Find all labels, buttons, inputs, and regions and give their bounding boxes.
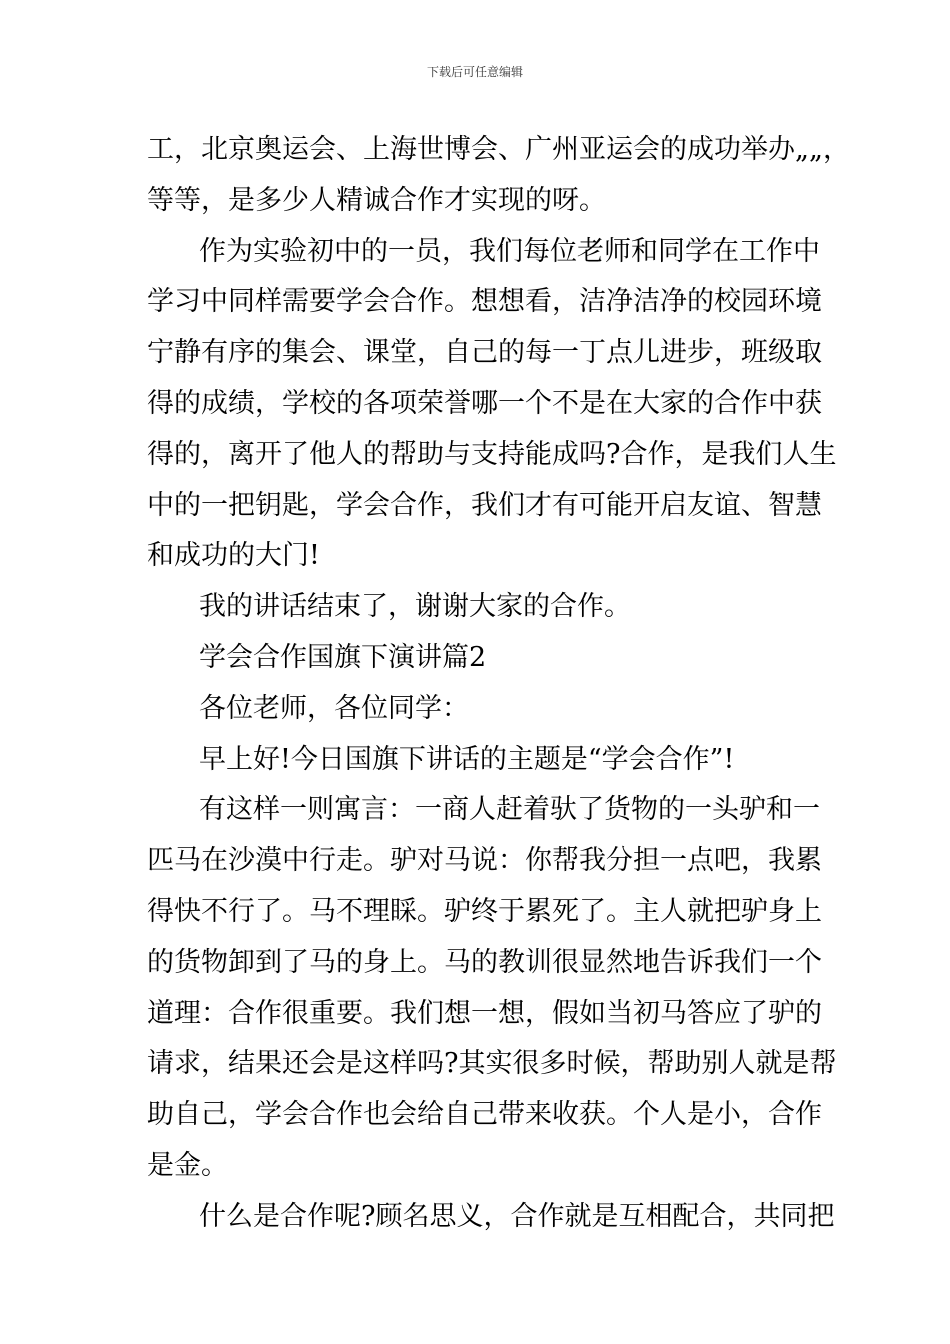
text-line: 中的一把钥匙，学会合作，我们才有可能开启友谊、智慧 [147, 489, 822, 521]
document-body [147, 129, 850, 1247]
text-line: 学习中同样需要学会合作。想想看，洁净洁净的校园环境 [147, 286, 822, 318]
text-line: 得快不行了。马不理睬。驴终于累死了。主人就把驴身上 [147, 895, 822, 927]
text-line: 道理：合作很重要。我们想一想，假如当初马答应了驴的 [147, 997, 822, 1029]
paragraph-start-line: 有这样一则寓言：一商人赶着驮了货物的一头驴和一 [199, 794, 820, 826]
section-title: 学会合作国旗下演讲篇2 [199, 641, 487, 673]
text-line: 得的，离开了他人的帮助与支持能成吗?合作，是我们人生 [147, 438, 837, 470]
text-line: 的货物卸到了马的身上。马的教训很显然地告诉我们一个 [147, 946, 822, 978]
greeting-line: 早上好!今日国旗下讲话的主题是“学会合作”! [199, 743, 735, 775]
paragraph-start-line: 作为实验初中的一员，我们每位老师和同学在工作中 [199, 235, 820, 267]
text-line: 助自己，学会合作也会给自己带来收获。个人是小，合作 [147, 1099, 822, 1131]
page-header: 下载后可任意编辑 [426, 65, 523, 79]
text-line: 等等，是多少人精诚合作才实现的呀。 [147, 184, 606, 216]
text-line: 请求，结果还会是这样吗?其实很多时候，帮助别人就是帮 [147, 1048, 837, 1080]
text-line: 宁静有序的集会、课堂，自己的每一丁点儿进步，班级取 [147, 337, 822, 369]
text-line: 和成功的大门! [147, 540, 320, 572]
text-line: 匹马在沙漠中行走。驴对马说：你帮我分担一点吧，我累 [147, 845, 822, 877]
text-line: 是金。 [147, 1149, 228, 1181]
text-line: 工，北京奥运会、上海世博会、广州亚运会的成功举办„„， [147, 134, 850, 165]
salutation-line: 各位老师，各位同学： [199, 692, 469, 724]
closing-line: 我的讲话结束了，谢谢大家的合作。 [199, 591, 631, 623]
text-line: 得的成绩，学校的各项荣誉哪一个不是在大家的合作中获 [147, 387, 822, 419]
paragraph-start-line: 什么是合作呢?顾名思义，合作就是互相配合，共同把 [199, 1200, 835, 1232]
